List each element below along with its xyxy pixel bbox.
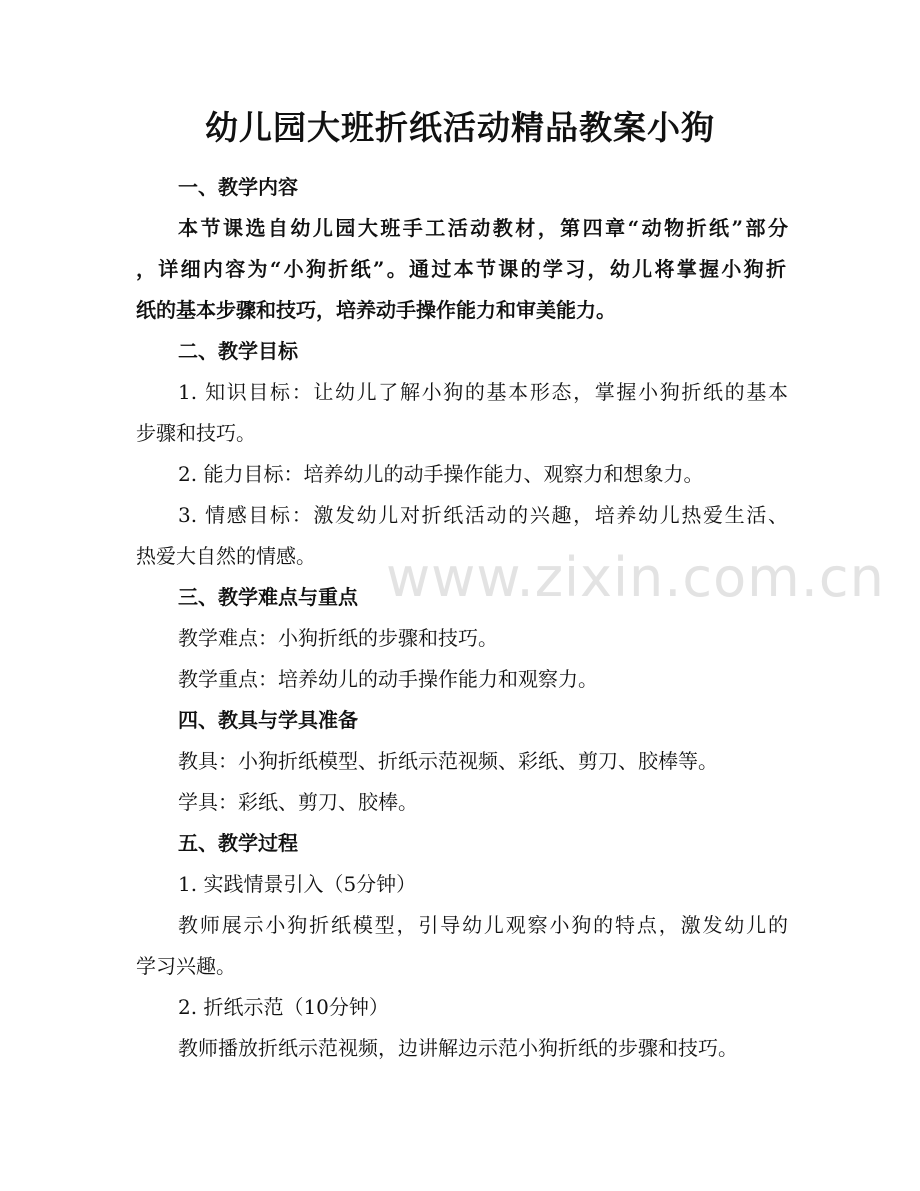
content-paragraph-line-3: 纸的基本步骤和技巧，培养动手操作能力和审美能力。	[136, 298, 616, 322]
process-step-1-line-1: 教师展示小狗折纸模型，引导幼儿观察小狗的特点，激发幼儿的	[178, 913, 788, 937]
process-step-1-title: 1. 实践情景引入（5分钟）	[178, 872, 417, 896]
objective-knowledge-line-2: 步骤和技巧。	[136, 421, 256, 445]
teaching-difficulty: 教学难点：小狗折纸的步骤和技巧。	[178, 626, 498, 650]
content-paragraph-line-2: ，详细内容为“小狗折纸”。通过本节课的学习，幼儿将掌握小狗折	[136, 257, 786, 281]
section-heading-objectives: 二、教学目标	[178, 339, 298, 363]
process-step-2-title: 2. 折纸示范（10分钟）	[178, 995, 389, 1019]
objective-ability: 2. 能力目标：培养幼儿的动手操作能力、观察力和想象力。	[178, 462, 704, 486]
section-heading-difficulty: 三、教学难点与重点	[178, 585, 358, 609]
document-title: 幼儿园大班折纸活动精品教案小狗	[205, 108, 715, 147]
section-heading-process: 五、教学过程	[178, 831, 298, 855]
objective-knowledge-line-1: 1. 知识目标：让幼儿了解小狗的基本形态，掌握小狗折纸的基本	[178, 380, 788, 404]
teaching-key-point: 教学重点：培养幼儿的动手操作能力和观察力。	[178, 667, 598, 691]
teacher-tools: 教具：小狗折纸模型、折纸示范视频、彩纸、剪刀、胶棒等。	[178, 749, 718, 773]
section-heading-tools: 四、教具与学具准备	[178, 708, 358, 732]
objective-emotion-line-1: 3. 情感目标：激发幼儿对折纸活动的兴趣，培养幼儿热爱生活、	[178, 503, 788, 527]
watermark-text: www.zixin.com.cn	[386, 546, 885, 609]
content-paragraph-line-1: 本节课选自幼儿园大班手工活动教材，第四章“动物折纸”部分	[178, 216, 788, 240]
process-step-2-line-1: 教师播放折纸示范视频，边讲解边示范小狗折纸的步骤和技巧。	[178, 1036, 738, 1060]
objective-emotion-line-2: 热爱大自然的情感。	[136, 544, 316, 568]
process-step-1-line-2: 学习兴趣。	[136, 954, 236, 978]
student-tools: 学具：彩纸、剪刀、胶棒。	[178, 790, 418, 814]
section-heading-content: 一、教学内容	[178, 175, 298, 199]
